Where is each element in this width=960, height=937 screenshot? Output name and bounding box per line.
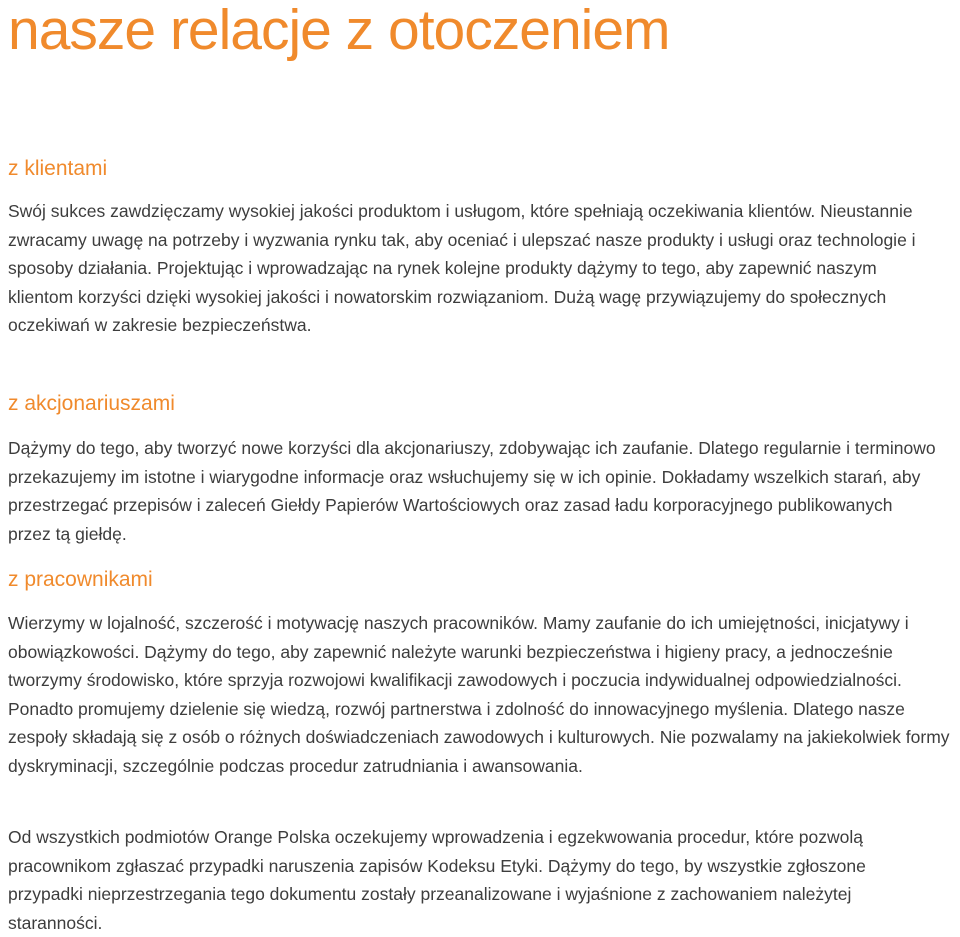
section-paragraph-klienci: Swój sukces zawdzięczamy wysokiej jakości produktom i usługom, które spełniają oczekiwania klientów. Nieustannie zwracamy uwagę na potrzeby i wyzwania rynku tak, aby oceniać i ulepszać nasze produkty i usługi oraz technologie i sposoby działania. Projektując i wprowadzając na rynek kolejne produkty dążymy to tego, aby zapewnić naszym klientom korzyści dzięki wysokiej jakości i nowatorskim rozwiązaniom. Dużą wagę przywiązujemy do społecznych oczekiwań w zakresie bezpieczeństwa. <box>8 201 916 336</box>
section-paragraph-pracownicy-1: Wierzymy w lojalność, szczerość i motywację naszych pracowników. Mamy zaufanie do ich umiejętności, inicjatywy i obowiązkowości. Dążymy do tego, aby zapewnić należyte warunki bezpieczeństwa i higieny pracy, a jednocześnie tworzymy środowisko, które sprzyja rozwojowi kwalifikacji zawodowych i poczucia indywidualnej odpowiedzialności. Ponadto promujemy dzielenie się wiedzą, rozwój partnerstwa i zdolność do innowacyjnego myślenia. Dlatego nasze zespoły składają się z osób o różnych doświadczeniach zawodowych i kulturowych. Nie pozwalamy na jakiekolwiek formy dyskryminacji, szczególnie podczas procedur zatrudniania i awansowania. <box>8 613 950 776</box>
section-paragraph-akcjonariusze: Dążymy do tego, aby tworzyć nowe korzyści dla akcjonariuszy, zdobywając ich zaufanie. Dlatego regularnie i terminowo przekazujemy im istotne i wiarygodne informacje oraz wsłuchujemy się w ich opinie. Dokładamy wszelkich starań, aby przestrzegać przepisów i zaleceń Giełdy Papierów Wartościowych oraz zasad ładu korporacyjnego publikowanych przez tą giełdę. <box>8 438 936 544</box>
section-paragraph-pracownicy-2: Od wszystkich podmiotów Orange Polska oczekujemy wprowadzenia i egzekwowania procedur, które pozwolą pracownikom zgłaszać przypadki naruszenia zapisów Kodeksu Etyki. Dążymy do tego, by wszystkie zgłoszone przypadki nieprzestrzegania tego dokumentu zostały przeanalizowane i wyjaśnione z zachowaniem należytej staranności. <box>8 827 866 933</box>
section-heading-pracownicy: z pracownikami <box>8 568 153 591</box>
page-title: nasze relacje z otoczeniem <box>8 0 670 62</box>
section-heading-akcjonariusze: z akcjonariuszami <box>8 392 175 415</box>
section-heading-klienci: z klientami <box>8 157 108 180</box>
